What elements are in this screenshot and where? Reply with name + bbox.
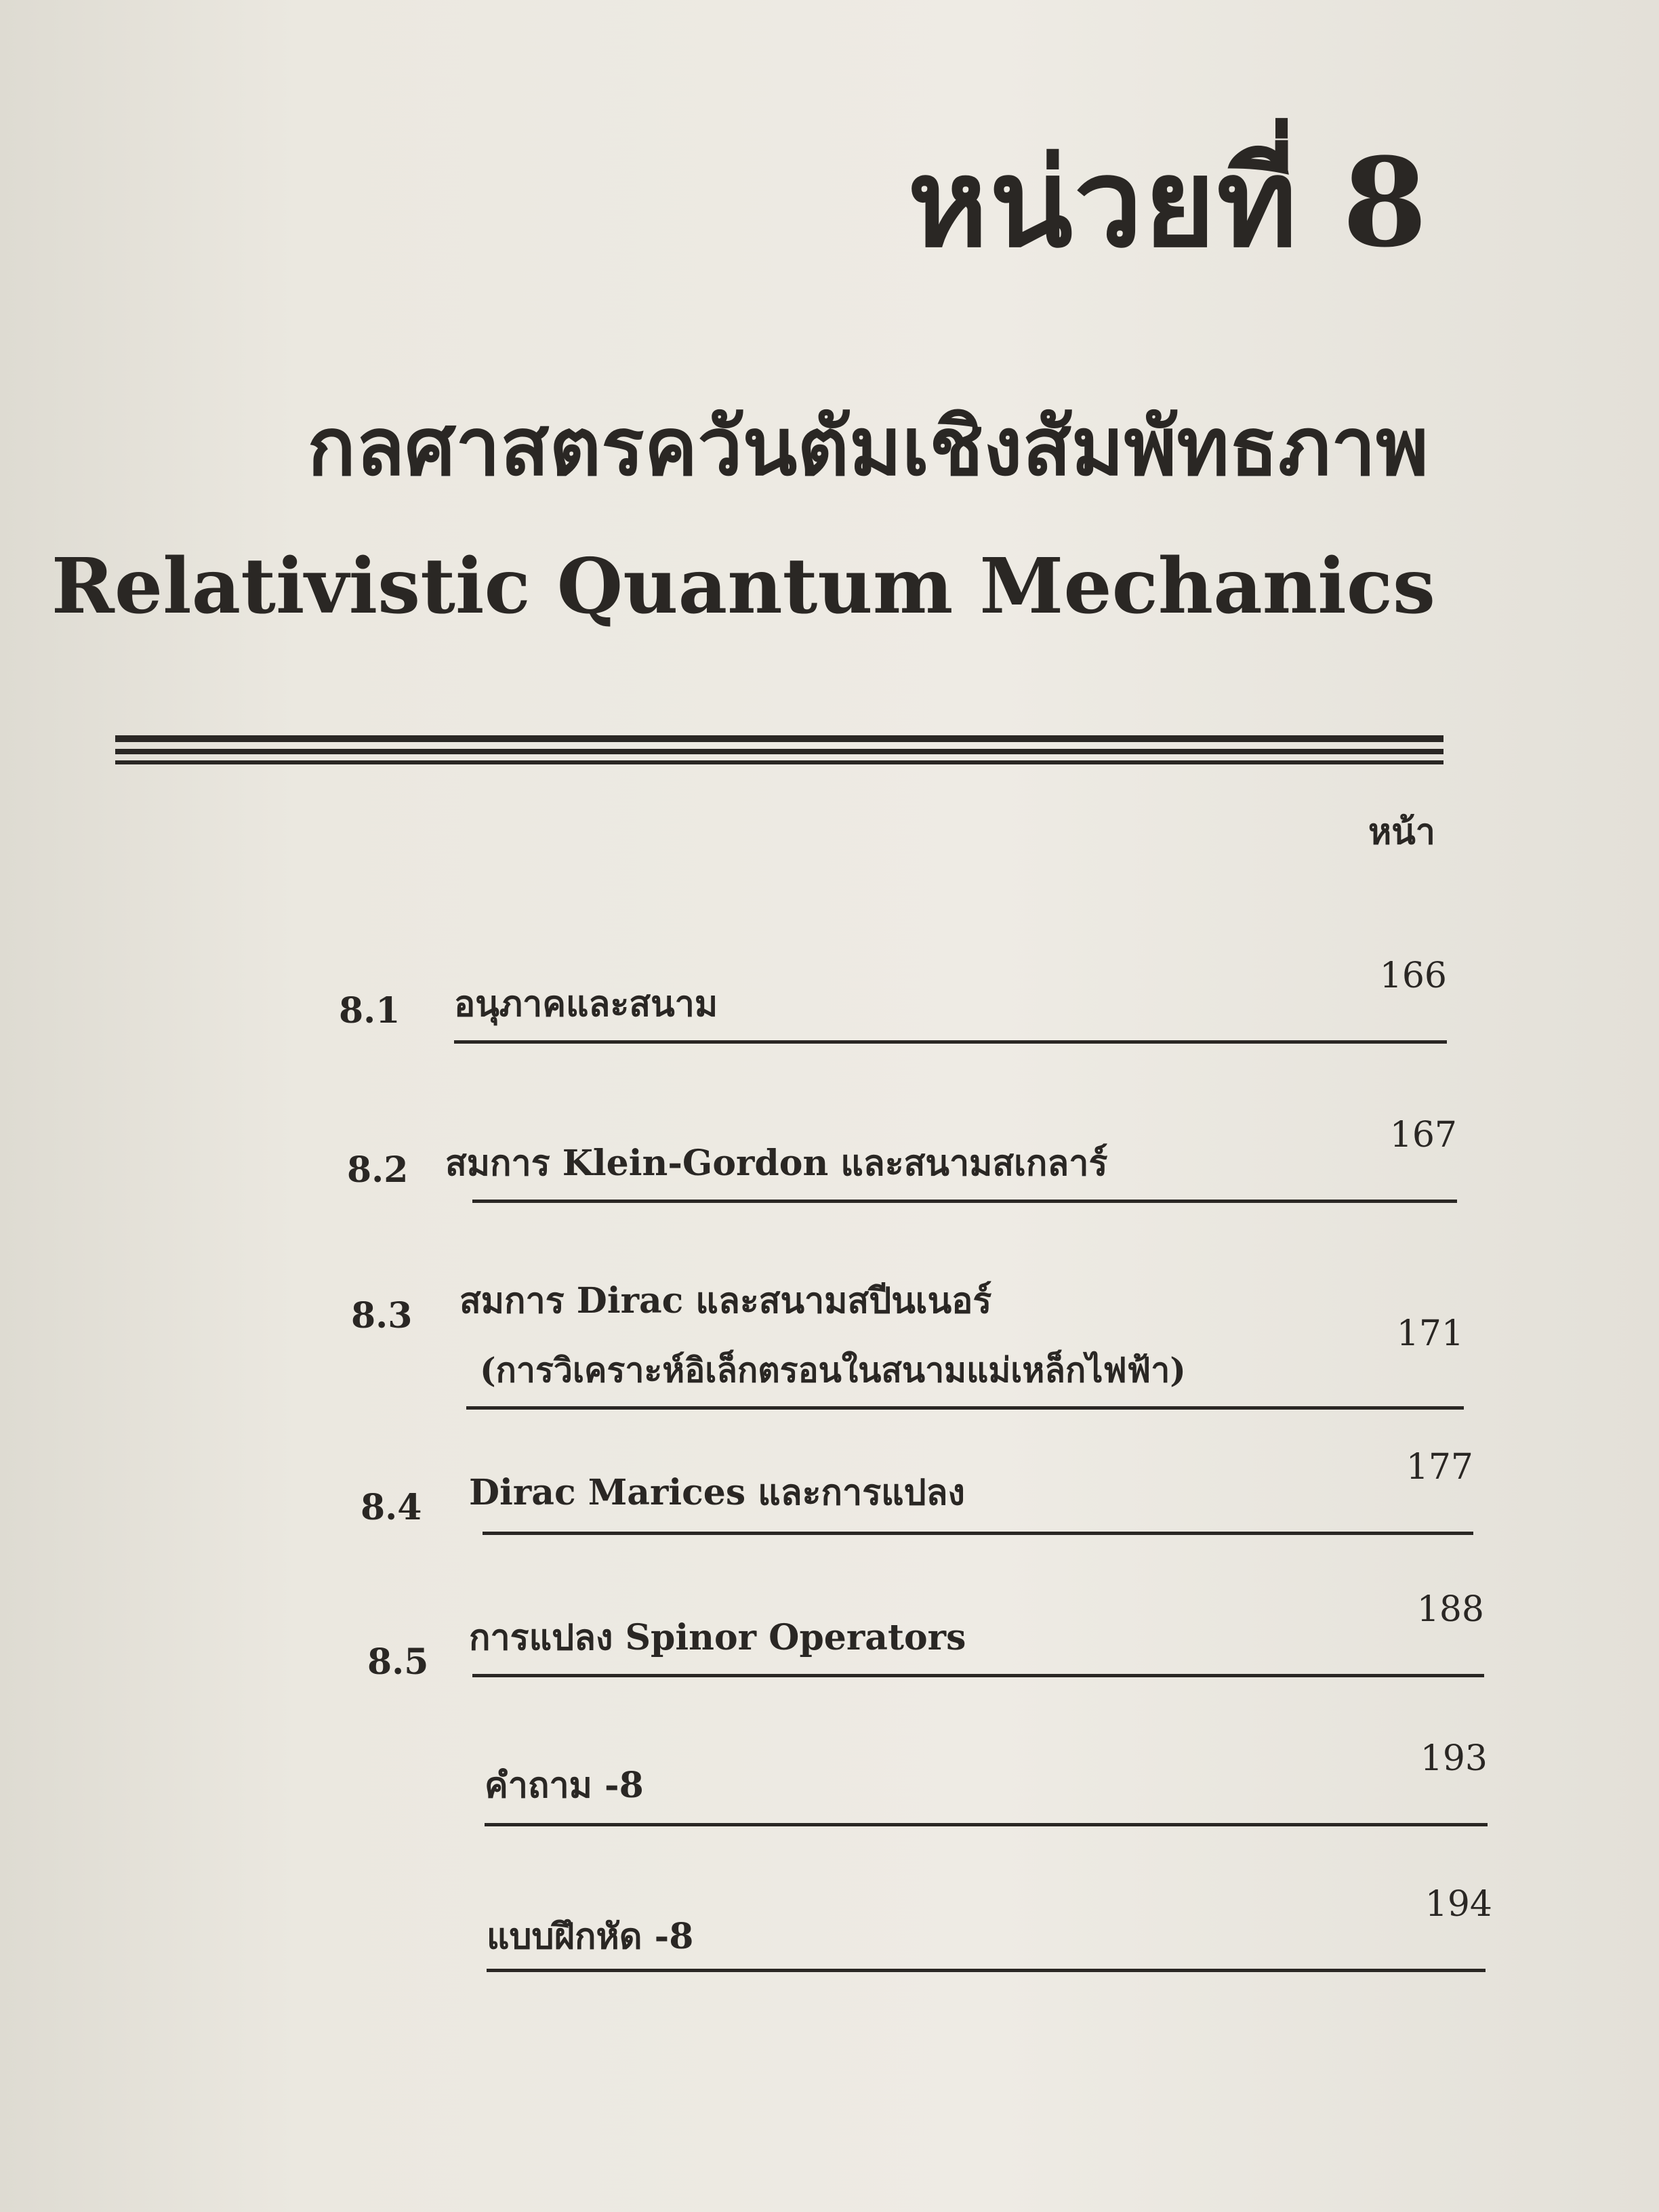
toc-title: อนุภาคและสนาม [454, 983, 718, 1025]
chapter-title-thai: กลศาสตรควันตัมเชิงสัมพัทธภาพ [307, 399, 1429, 493]
unit-title: หน่วยที่ 8 [907, 131, 1429, 274]
toc-page-number: 167 [1389, 1115, 1457, 1155]
toc-number: 8.3 [351, 1295, 413, 1336]
toc-entry-8-3 [351, 1254, 1464, 1410]
toc-number: 8.4 [361, 1487, 422, 1528]
toc-page-number: 194 [1425, 1884, 1492, 1925]
toc-underline [454, 1040, 1447, 1044]
toc-title: สมการ Dirac และสนามสปีนเนอร์ [459, 1280, 992, 1322]
toc-title: การแปลง Spinor Operators [469, 1617, 966, 1658]
toc-title: แบบฝึกหัด -8 [487, 1916, 694, 1957]
toc-page-number: 177 [1406, 1447, 1473, 1488]
toc-underline [485, 1823, 1488, 1826]
toc-underline [466, 1406, 1464, 1410]
toc-number: 8.5 [367, 1641, 429, 1683]
toc-page-number: 171 [1396, 1313, 1464, 1354]
toc-underline [472, 1200, 1457, 1203]
toc-entry-8-5 [367, 1589, 1484, 1683]
toc-page-number: 193 [1420, 1738, 1488, 1779]
chapter-title-english: Relativistic Quantum Mechanics [51, 542, 1435, 631]
toc-entry-questions [485, 1738, 1488, 1826]
toc-title: คำถาม -8 [485, 1765, 644, 1806]
toc-subtitle: (การวิเคราะห์อิเล็กตรอนในสนามแม่เหล็กไฟฟ้า) [480, 1350, 1186, 1390]
toc-entry-8-2 [347, 1115, 1457, 1203]
toc-page-number: 166 [1379, 956, 1447, 996]
toc-entry-8-4 [361, 1447, 1473, 1535]
triple-rule-middle [115, 749, 1443, 754]
toc-underline [487, 1969, 1486, 1972]
toc-title: Dirac Marices และการแปลง [469, 1472, 965, 1513]
toc-underline [472, 1674, 1484, 1677]
triple-rule-bottom [115, 760, 1443, 764]
toc-entry-exercises [487, 1884, 1492, 1972]
triple-rule-top [115, 735, 1443, 742]
toc-underline [483, 1532, 1473, 1535]
toc-number: 8.1 [339, 990, 401, 1031]
page-column-label: หน้า [1368, 811, 1435, 853]
toc-title: สมการ Klein-Gordon และสนามสเกลาร์ [445, 1143, 1108, 1184]
toc-number: 8.2 [347, 1149, 409, 1191]
toc-entry-8-1 [339, 956, 1447, 1044]
toc-page-number: 188 [1416, 1589, 1484, 1630]
